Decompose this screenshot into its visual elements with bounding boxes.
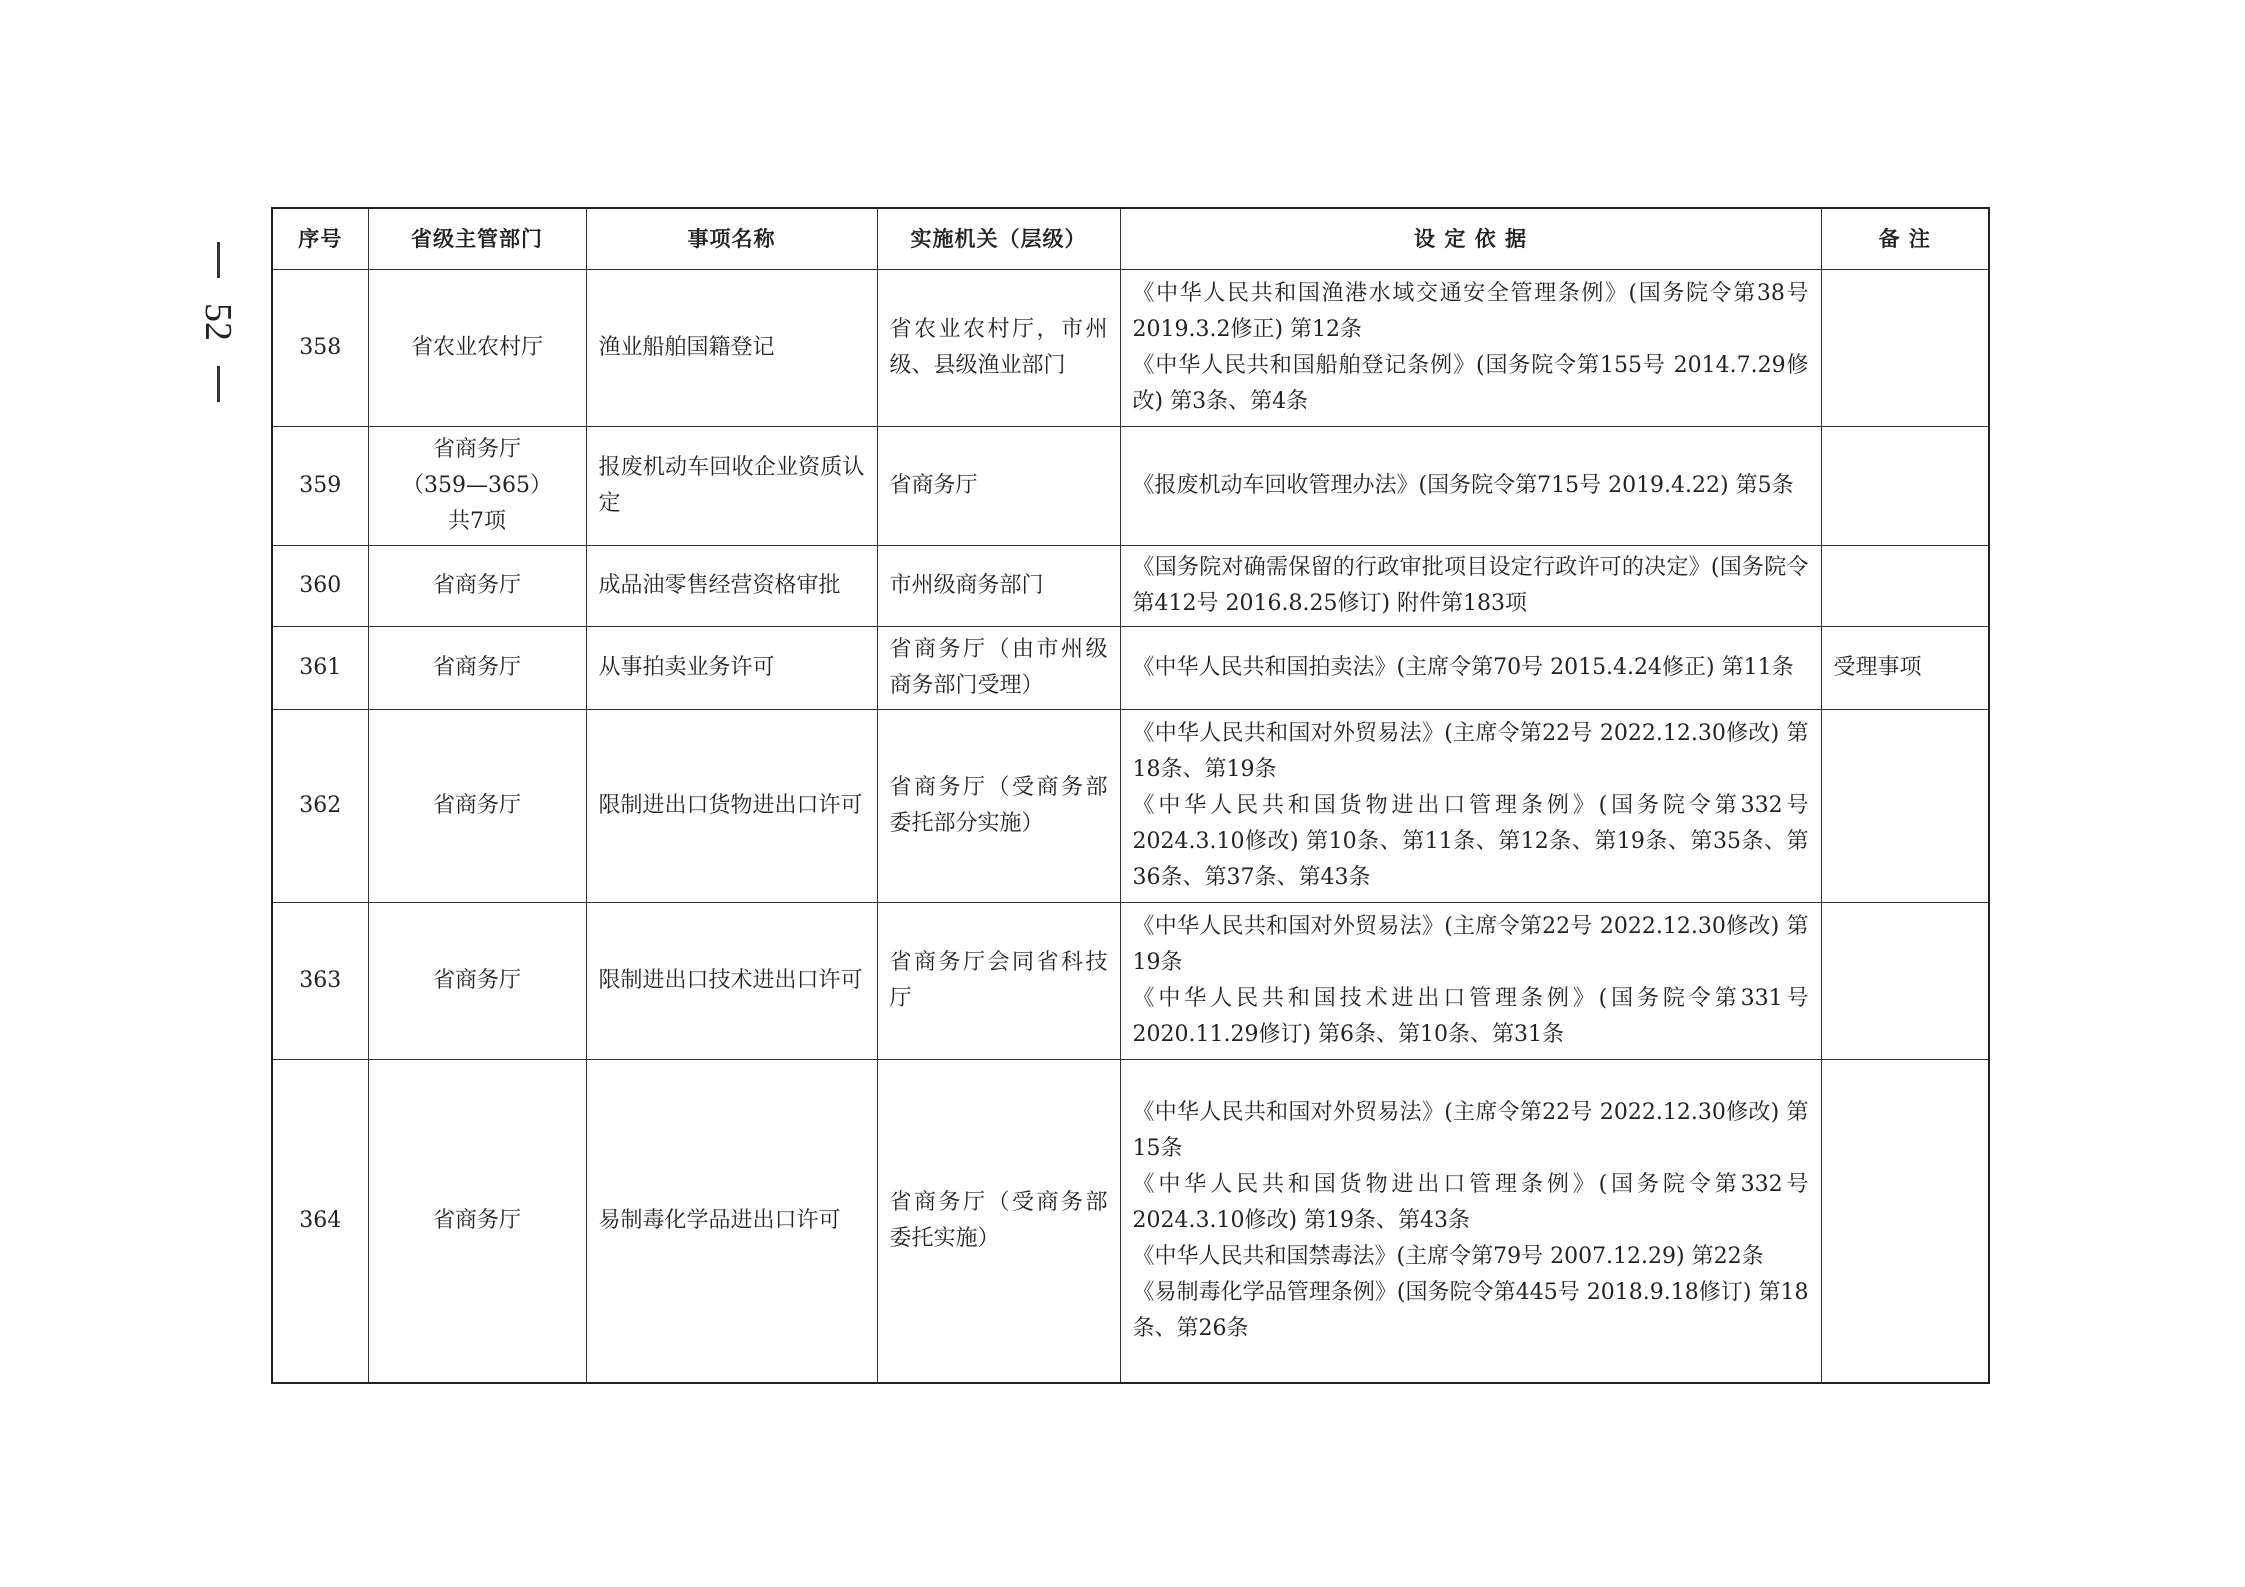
basis-line: 《中华人民共和国渔港水域交通安全管理条例》(国务院令第38号 2019.3.2修正) 第12条: [1132, 281, 1809, 342]
row-basis: [1120, 1060, 1821, 1384]
row-basis: [1120, 903, 1821, 1060]
table-row: [272, 710, 1989, 903]
table-row: [272, 427, 1989, 546]
basis-line: 《中华人民共和国货物进出口管理条例》(国务院令第332号 2024.3.10修改) 第19条、第43条: [1132, 1172, 1809, 1233]
row-agency: 省商务厅会同省科技厅: [877, 903, 1120, 1060]
row-item: 从事拍卖业务许可: [586, 627, 877, 710]
row-no: 363: [272, 903, 368, 1060]
row-dept: [368, 903, 586, 1060]
header-item: 事项名称: [586, 208, 877, 270]
basis-line: 《报废机动车回收管理办法》(国务院令第715号 2019.4.22) 第5条: [1132, 473, 1794, 498]
row-dept-line: （359—365）: [402, 473, 552, 498]
row-dept-line: 省商务厅: [432, 655, 521, 680]
row-note: [1821, 427, 1989, 546]
permit-table: [271, 207, 1990, 1384]
header-dept: 省级主管部门: [368, 208, 586, 270]
row-basis: [1120, 546, 1821, 627]
basis-line: 《中华人民共和国船舶登记条例》(国务院令第155号 2014.7.29修改) 第3条、第4条: [1132, 353, 1809, 414]
row-agency: 市州级商务部门: [877, 546, 1120, 627]
row-no: 358: [272, 270, 368, 427]
page-number-dash-top: [217, 242, 220, 278]
row-item: 易制毒化学品进出口许可: [586, 1060, 877, 1384]
table-row: [272, 1060, 1989, 1384]
row-agency: 省商务厅（由市州级商务部门受理）: [877, 627, 1120, 710]
basis-line: 《中华人民共和国对外贸易法》(主席令第22号 2022.12.30修改) 第15条: [1132, 1100, 1809, 1161]
header-no: 序号: [272, 208, 368, 270]
row-no: 362: [272, 710, 368, 903]
row-dept: [368, 270, 586, 427]
header-agency: 实施机关（层级）: [877, 208, 1120, 270]
row-item: 报废机动车回收企业资质认定: [586, 427, 877, 546]
row-agency: 省农业农村厅，市州级、县级渔业部门: [877, 270, 1120, 427]
row-no: 360: [272, 546, 368, 627]
row-dept-line: 省商务厅: [432, 793, 521, 818]
row-agency: 省商务厅: [877, 427, 1120, 546]
basis-line: 《中华人民共和国货物进出口管理条例》(国务院令第332号 2024.3.10修改) 第10条、第11条、第12条、第19条、第35条、第36条、第37条、第43条: [1132, 793, 1809, 890]
row-item: 成品油零售经营资格审批: [586, 546, 877, 627]
row-no: 361: [272, 627, 368, 710]
header-note: 备 注: [1821, 208, 1989, 270]
table-row: [272, 270, 1989, 427]
basis-line: 《中华人民共和国对外贸易法》(主席令第22号 2022.12.30修改) 第18条、第19条: [1132, 721, 1809, 782]
basis-line: 《中华人民共和国拍卖法》(主席令第70号 2015.4.24修正) 第11条: [1132, 655, 1794, 680]
row-basis: [1120, 710, 1821, 903]
table-row: [272, 627, 1989, 710]
basis-line: 《国务院对确需保留的行政审批项目设定行政许可的决定》(国务院令第412号 2016.8.25修订) 附件第183项: [1132, 555, 1809, 616]
page-number-dash-bottom: [217, 366, 220, 402]
page-number-text: 52: [197, 303, 239, 341]
row-dept: [368, 627, 586, 710]
row-agency: 省商务厅（受商务部委托部分实施）: [877, 710, 1120, 903]
row-item: 渔业船舶国籍登记: [586, 270, 877, 427]
row-basis: [1120, 627, 1821, 710]
page-number: [198, 242, 238, 402]
row-basis: [1120, 427, 1821, 546]
row-note: [1821, 1060, 1989, 1384]
row-dept-line: 省农业农村厅: [410, 335, 543, 360]
row-dept: [368, 427, 586, 546]
row-note: [1821, 710, 1989, 903]
header-basis: 设 定 依 据: [1120, 208, 1821, 270]
basis-line: 《中华人民共和国对外贸易法》(主席令第22号 2022.12.30修改) 第19条: [1132, 914, 1809, 975]
row-dept-line: 省商务厅: [432, 968, 521, 993]
basis-line: 《中华人民共和国禁毒法》(主席令第79号 2007.12.29) 第22条: [1132, 1244, 1764, 1269]
basis-line: 《中华人民共和国技术进出口管理条例》(国务院令第331号 2020.11.29修订) 第6条、第10条、第31条: [1132, 986, 1809, 1047]
row-item: 限制进出口技术进出口许可: [586, 903, 877, 1060]
row-dept-line: 共7项: [448, 509, 506, 534]
row-dept-line: 省商务厅: [432, 573, 521, 598]
row-note: [1821, 903, 1989, 1060]
row-dept: [368, 710, 586, 903]
row-note: [1821, 546, 1989, 627]
row-agency: 省商务厅（受商务部委托实施）: [877, 1060, 1120, 1384]
table-row: [272, 546, 1989, 627]
row-note: [1821, 270, 1989, 427]
row-item: 限制进出口货物进出口许可: [586, 710, 877, 903]
row-no: 359: [272, 427, 368, 546]
table-header-row: [272, 208, 1989, 270]
row-note: 受理事项: [1821, 627, 1989, 710]
table-row: [272, 903, 1989, 1060]
row-dept-line: 省商务厅: [432, 437, 521, 462]
row-dept: [368, 1060, 586, 1384]
row-no: 364: [272, 1060, 368, 1384]
basis-line: 《易制毒化学品管理条例》(国务院令第445号 2018.9.18修订) 第18条、第26条: [1132, 1280, 1809, 1341]
row-basis: [1120, 270, 1821, 427]
row-dept-line: 省商务厅: [432, 1208, 521, 1233]
row-dept: [368, 546, 586, 627]
